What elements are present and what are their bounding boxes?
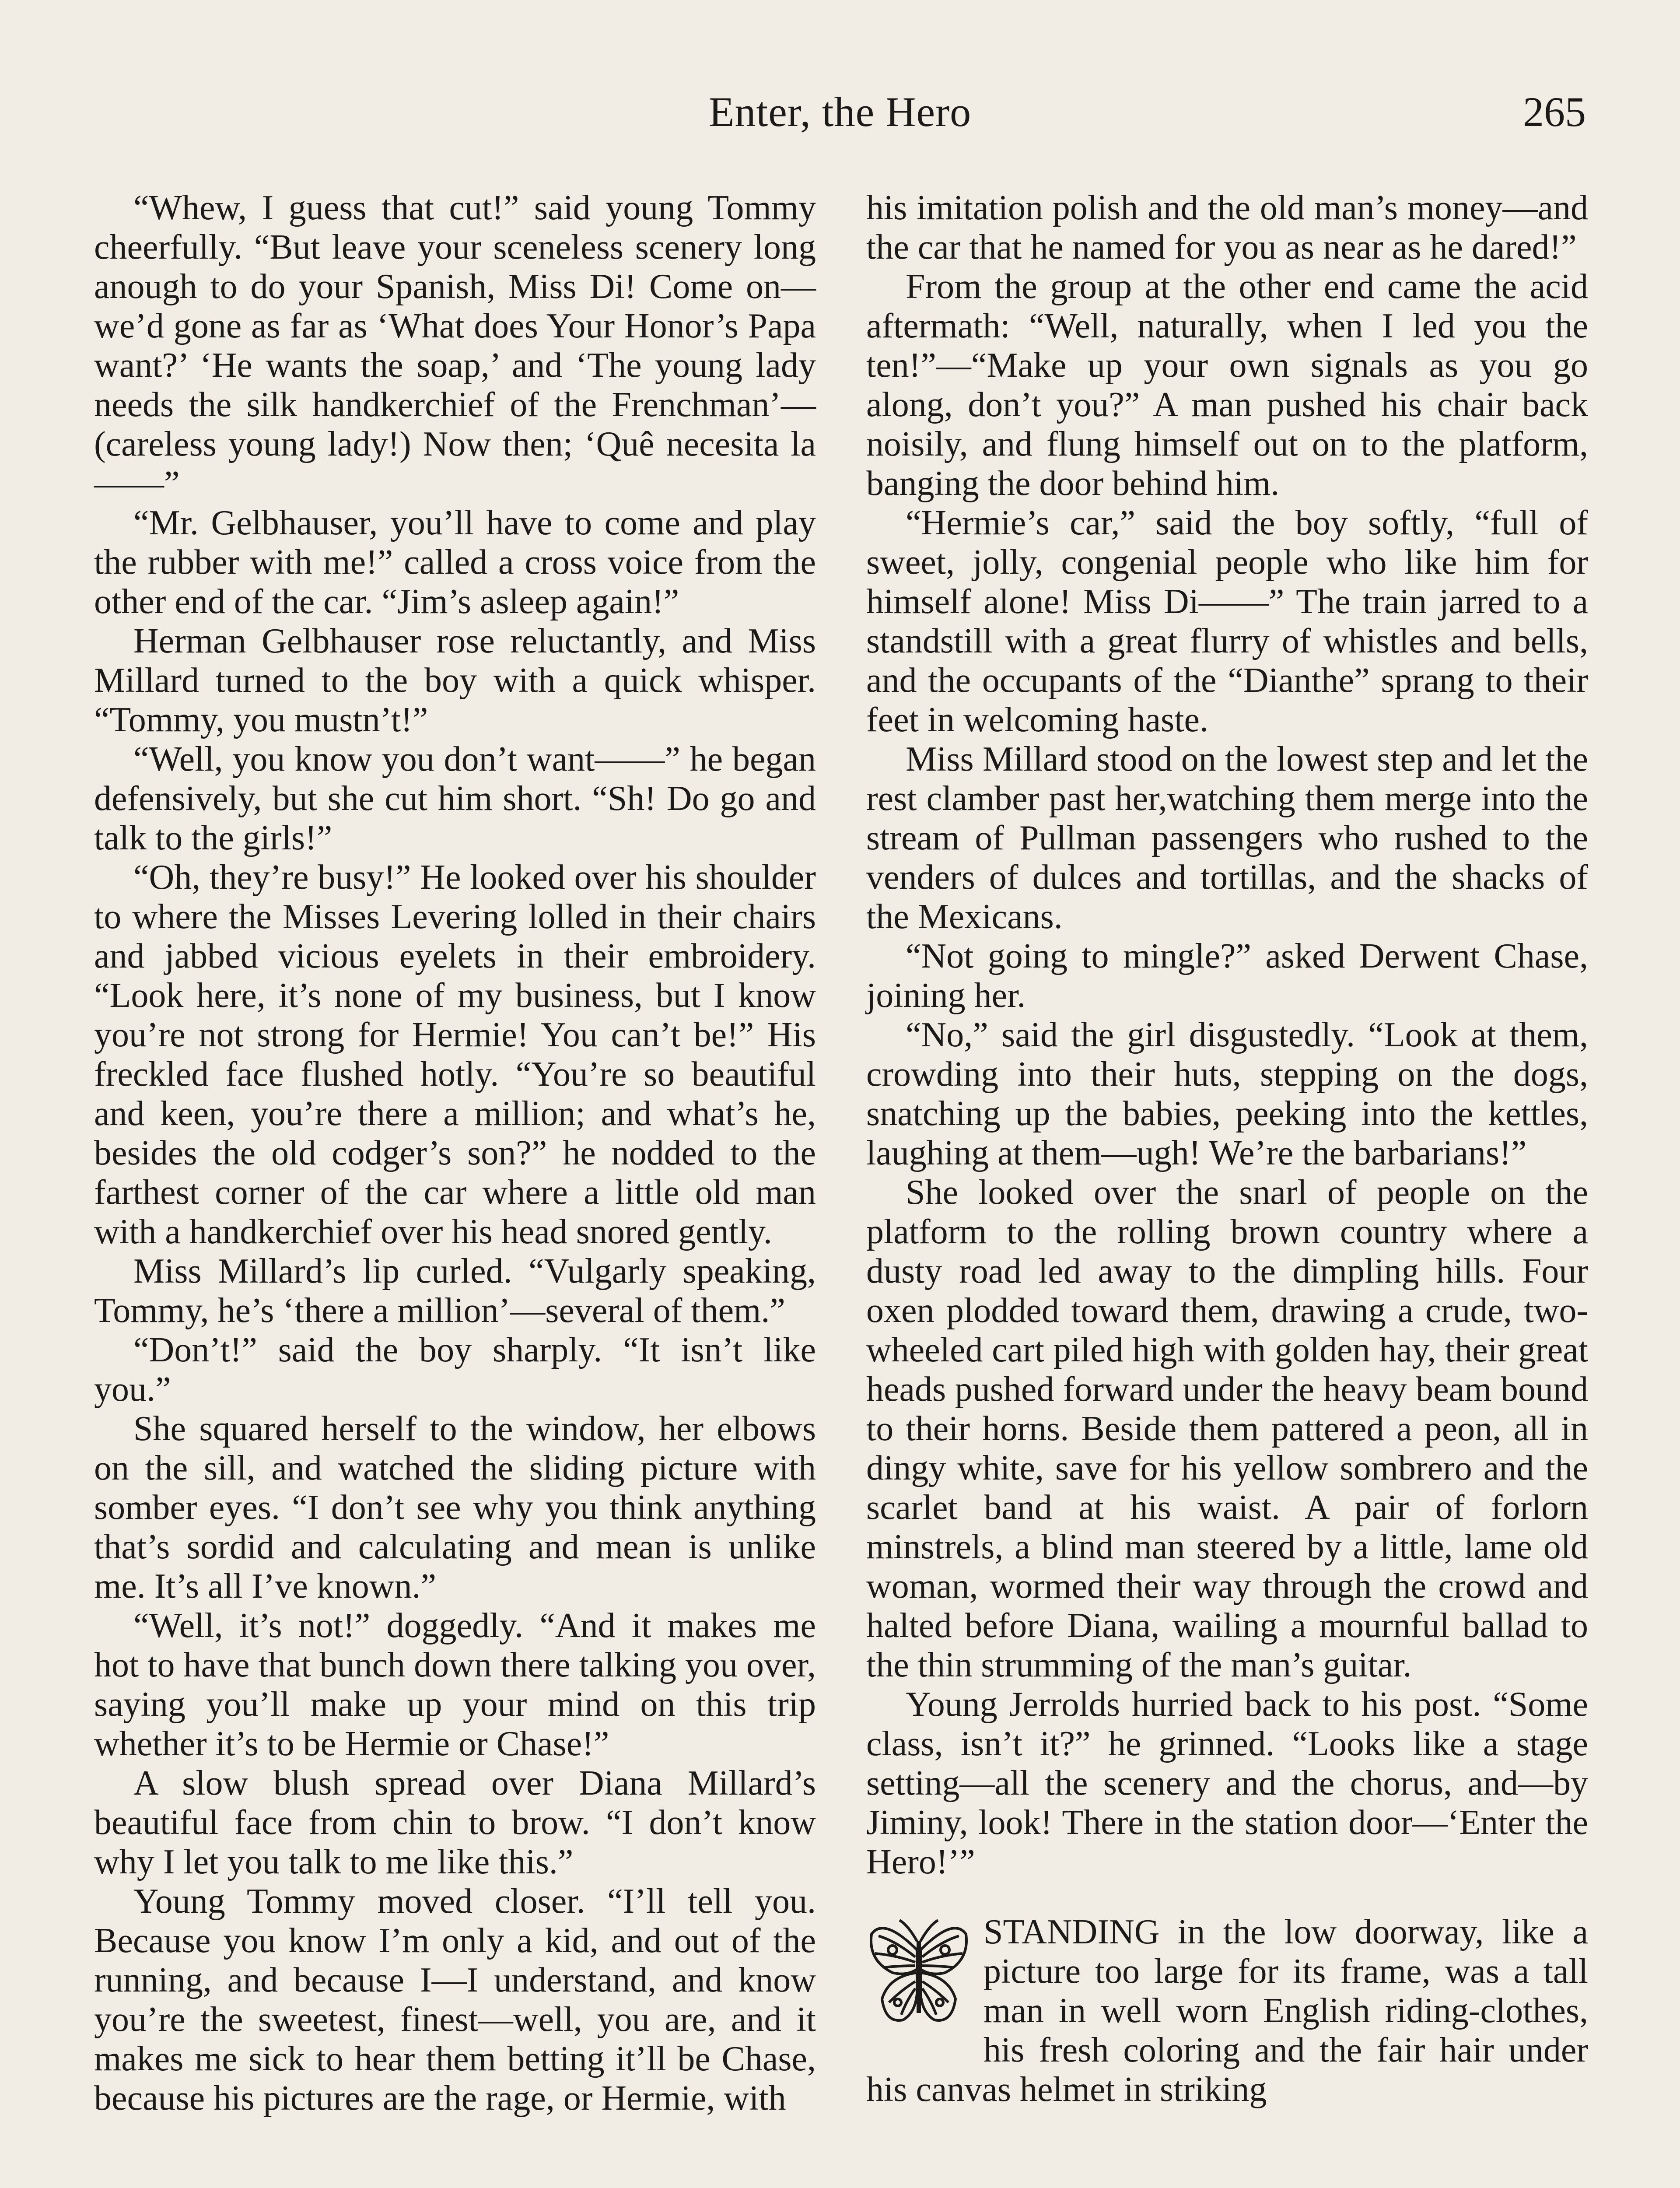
paragraph: “Mr. Gelbhauser, you’ll have to come and play the rubber with me!” called a cross voice from the other end of the car. “Jim’s asleep again!” xyxy=(94,504,816,621)
paragraph: “Well, it’s not!” doggedly. “And it makes me hot to have that bunch down there talking you over, saying you’ll make up your mind on this trip whether it’s to be Hermie or Chase!” xyxy=(94,1606,816,1763)
paragraph: “Hermie’s car,” said the boy softly, “full of sweet, jolly, congenial people who like him for himself alone! Miss Di——” The train jarred to a standstill with a great flurry of whistles and bells, and the occupants of the “Dianthe” sprang to their feet in welcoming haste. xyxy=(866,504,1588,739)
paragraph: Herman Gelbhauser rose reluctantly, and Miss Millard turned to the boy with a quick whisper. “Tommy, you mustn’t!” xyxy=(94,622,816,739)
paragraph: Young Jerrolds hurried back to his post. “Some class, isn’t it?” he grinned. “Looks like a stage setting—all the scenery and the chorus, and—by Jiminy, look! There in the station door—‘Enter the Hero!’” xyxy=(866,1685,1588,1881)
paragraph: She looked over the snarl of people on the platform to the rolling brown country where a dusty road led away to the dimpling hills. Four oxen plodded toward them, drawing a crude, two-wheeled cart piled high with golden hay, their great heads pushed forward under the heavy beam bound to their horns. Beside them pattered a peon, all in dingy white, save for his yellow sombrero and the scarlet band at his waist. A pair of forlorn minstrels, a blind man steered by a little, lame old woman, wormed their way through the crowd and halted before Diana, wailing a mournful ballad to the thin strumming of the man’s guitar. xyxy=(866,1173,1588,1684)
paragraph: A slow blush spread over Diana Millard’s beautiful face from chin to brow. “I don’t know why I let you talk to me like this.” xyxy=(94,1764,816,1881)
paragraph: “Don’t!” said the boy sharply. “It isn’t like you.” xyxy=(94,1331,816,1409)
paragraph: Young Tommy moved closer. “I’ll tell you. Because you know I’m only a kid, and out of the running, and because I—I understand, and know you’re the sweetest, finest—well, you are, and it makes me sick to hear them betting it’ll be Chase, because his pictures are the rage, or Hermie, with xyxy=(94,1882,816,2118)
paragraph: “Not going to mingle?” asked Derwent Chase, joining her. xyxy=(866,937,1588,1015)
left-column xyxy=(94,188,816,2118)
paragraph: Miss Millard stood on the lowest step and let the rest clamber past her,watching them merge into the stream of Pullman passengers who rushed to the venders of dulces and tortillas, and the shacks of the Mexicans. xyxy=(866,740,1588,936)
running-header xyxy=(94,88,1586,144)
paragraph: “Oh, they’re busy!” He looked over his shoulder to where the Misses Levering lolled in their chairs and jabbed vicious eyelets in their embroidery. “Look here, it’s none of my business, but I know you’re not strong for Hermie! You can’t be!” His freckled face flushed hotly. “You’re so beautiful and keen, you’re there a million; and what’s he, besides the old codger’s son?” he nodded to the farthest corner of the car where a little old man with a handkerchief over his head snored gently. xyxy=(94,858,816,1251)
paragraph: “Whew, I guess that cut!” said young Tommy cheerfully. “But leave your sceneless scenery long anough to do your Spanish, Miss Di! Come on—we’d gone as far as ‘What does Your Honor’s Papa want?’ ‘He wants the soap,’ and ‘The young lady needs the silk handkerchief of the Frenchman’—(careless young lady!) Now then; ‘Quê necesita la——” xyxy=(94,189,816,503)
page-number: 265 xyxy=(1523,88,1586,135)
butterfly-icon xyxy=(866,1915,971,2033)
paragraph: From the group at the other end came the acid aftermath: “Well, naturally, when I led you the ten!”—“Make up your own signals as you go along, don’t you?” A man pushed his chair back noisily, and flung himself out on to the platform, banging the door behind him. xyxy=(866,267,1588,503)
section-opening-paragraph: STANDING in the low doorway, like a picture too large for its frame, was a tall man in well worn English riding-clothes, his fresh coloring and the fair hair under his canvas helmet in striking xyxy=(866,1913,1588,2109)
paragraph: She squared herself to the window, her elbows on the sill, and watched the sliding picture with somber eyes. “I don’t see why you think anything that’s sordid and calculating and mean is unlike me. It’s all I’ve known.” xyxy=(94,1410,816,1606)
running-title: Enter, the Hero xyxy=(708,88,972,135)
right-column xyxy=(866,188,1588,2109)
paragraph: Miss Millard’s lip curled. “Vulgarly speaking, Tommy, he’s ‘there a million’—several of them.” xyxy=(94,1252,816,1330)
paragraph-continued: his imitation polish and the old man’s money—and the car that he named for you as near as he dared!” xyxy=(866,189,1588,266)
section-opening xyxy=(866,1912,1588,2109)
paragraph: “Well, you know you don’t want——” he began defensively, but she cut him short. “Sh! Do go and talk to the girls!” xyxy=(94,740,816,857)
paragraph: “No,” said the girl disgustedly. “Look at them, crowding into their huts, stepping on the dogs, snatching up the babies, peeking into the kettles, laughing at them—ugh! We’re the barbarians!” xyxy=(866,1016,1588,1172)
